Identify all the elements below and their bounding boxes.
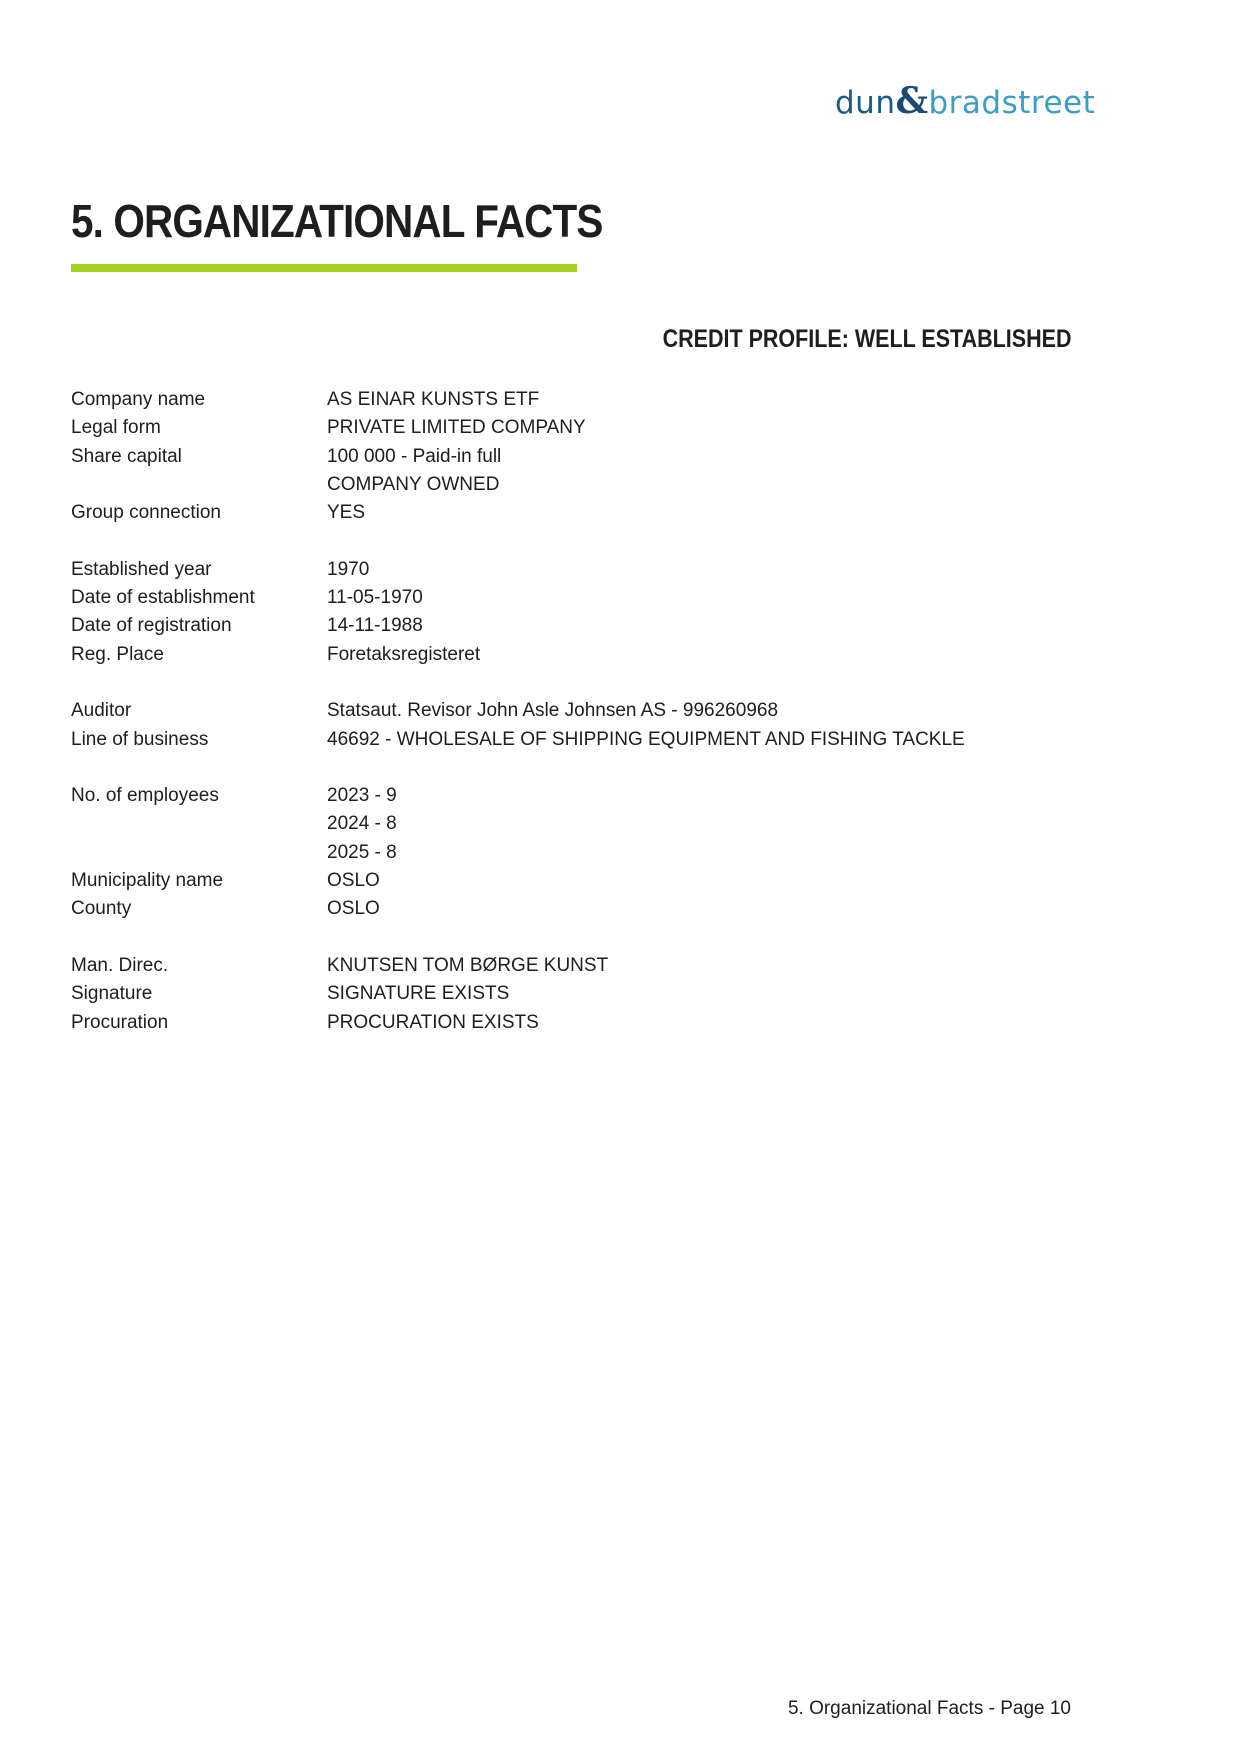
fact-row-legal-form	[71, 414, 1071, 442]
fact-row-signature	[71, 980, 1071, 1008]
fact-value: Statsaut. Revisor John Asle Johnsen AS - 996260968	[327, 700, 779, 722]
fact-row-date-of-registration	[71, 612, 1071, 640]
section-spacer	[71, 527, 1071, 555]
fact-row-procuration	[71, 1009, 1071, 1037]
fact-label: Auditor	[71, 700, 132, 722]
fact-row-company-name	[71, 386, 1071, 414]
fact-value: Foretaksregisteret	[327, 643, 481, 665]
fact-value: PROCURATION EXISTS	[327, 1011, 539, 1033]
fact-value: 46692 - WHOLESALE OF SHIPPING EQUIPMENT AND FISHING TACKLE	[327, 728, 965, 750]
fact-label: Line of business	[71, 728, 209, 750]
fact-label: Municipality name	[71, 870, 224, 892]
fact-value: 2025 - 8	[327, 841, 397, 863]
fact-value: AS EINAR KUNSTS ETF	[327, 389, 540, 410]
fact-label: Group connection	[71, 502, 221, 524]
fact-label	[71, 810, 327, 838]
page-title: 5. ORGANIZATIONAL FACTS	[71, 195, 603, 247]
fact-label: Date of establishment	[71, 587, 255, 609]
fact-value: KNUTSEN TOM BØRGE KUNST	[327, 954, 609, 976]
fact-label: Date of registration	[71, 615, 232, 637]
fact-row-employees-2024	[71, 810, 1071, 838]
fact-value: 2023 - 9	[327, 785, 397, 807]
fact-label: County	[71, 898, 132, 920]
logo-ampersand: &	[895, 80, 929, 122]
logo-text-bradstreet: bradstreet	[928, 85, 1096, 121]
fact-row-man-direc	[71, 952, 1071, 980]
fact-label: Established year	[71, 558, 212, 580]
fact-row-line-of-business	[71, 726, 1071, 754]
fact-label: Share capital	[71, 445, 182, 467]
fact-row-established-year	[71, 556, 1071, 584]
fact-value: 100 000 - Paid-in full	[327, 445, 502, 467]
section-spacer	[71, 924, 1071, 952]
fact-label: Signature	[71, 983, 153, 1005]
fact-row-employees-2023	[71, 782, 1071, 810]
fact-value: OSLO	[327, 898, 380, 920]
fact-row-county	[71, 895, 1071, 923]
fact-row-employees-2025	[71, 839, 1071, 867]
title-underline	[71, 264, 577, 272]
fact-value: 1970	[327, 558, 370, 580]
fact-row-share-capital	[71, 443, 1071, 471]
section-spacer	[71, 754, 1071, 782]
fact-value: 2024 - 8	[327, 813, 397, 835]
fact-label: Procuration	[71, 1011, 169, 1033]
fact-row-reg-place	[71, 641, 1071, 669]
fact-label	[71, 839, 327, 867]
fact-value: SIGNATURE EXISTS	[327, 983, 510, 1005]
page-footer: 5. Organizational Facts - Page 10	[787, 1698, 1071, 1719]
fact-row-group-connection	[71, 499, 1071, 527]
fact-label: Company name	[71, 389, 206, 410]
dun-bradstreet-logo	[835, 78, 1095, 124]
fact-label: Man. Direc.	[71, 954, 169, 976]
fact-label	[71, 471, 327, 499]
fact-label: No. of employees	[71, 785, 219, 807]
fact-label: Legal form	[71, 417, 161, 439]
section-spacer	[71, 669, 1071, 697]
credit-profile-heading: CREDIT PROFILE: WELL ESTABLISHED	[662, 325, 1071, 353]
fact-row-municipality-name	[71, 867, 1071, 895]
organizational-facts-table	[71, 386, 1071, 1037]
fact-row-date-of-establishment	[71, 584, 1071, 612]
fact-row-ownership	[71, 471, 1071, 499]
fact-value: 14-11-1988	[327, 615, 423, 637]
fact-value: 11-05-1970	[327, 587, 423, 609]
fact-row-auditor	[71, 697, 1071, 725]
fact-value: YES	[327, 502, 366, 524]
logo-text-dun: dun	[835, 85, 896, 121]
fact-label: Reg. Place	[71, 643, 164, 665]
fact-value: PRIVATE LIMITED COMPANY	[327, 417, 586, 439]
fact-value: COMPANY OWNED	[327, 473, 500, 495]
fact-value: OSLO	[327, 870, 380, 892]
